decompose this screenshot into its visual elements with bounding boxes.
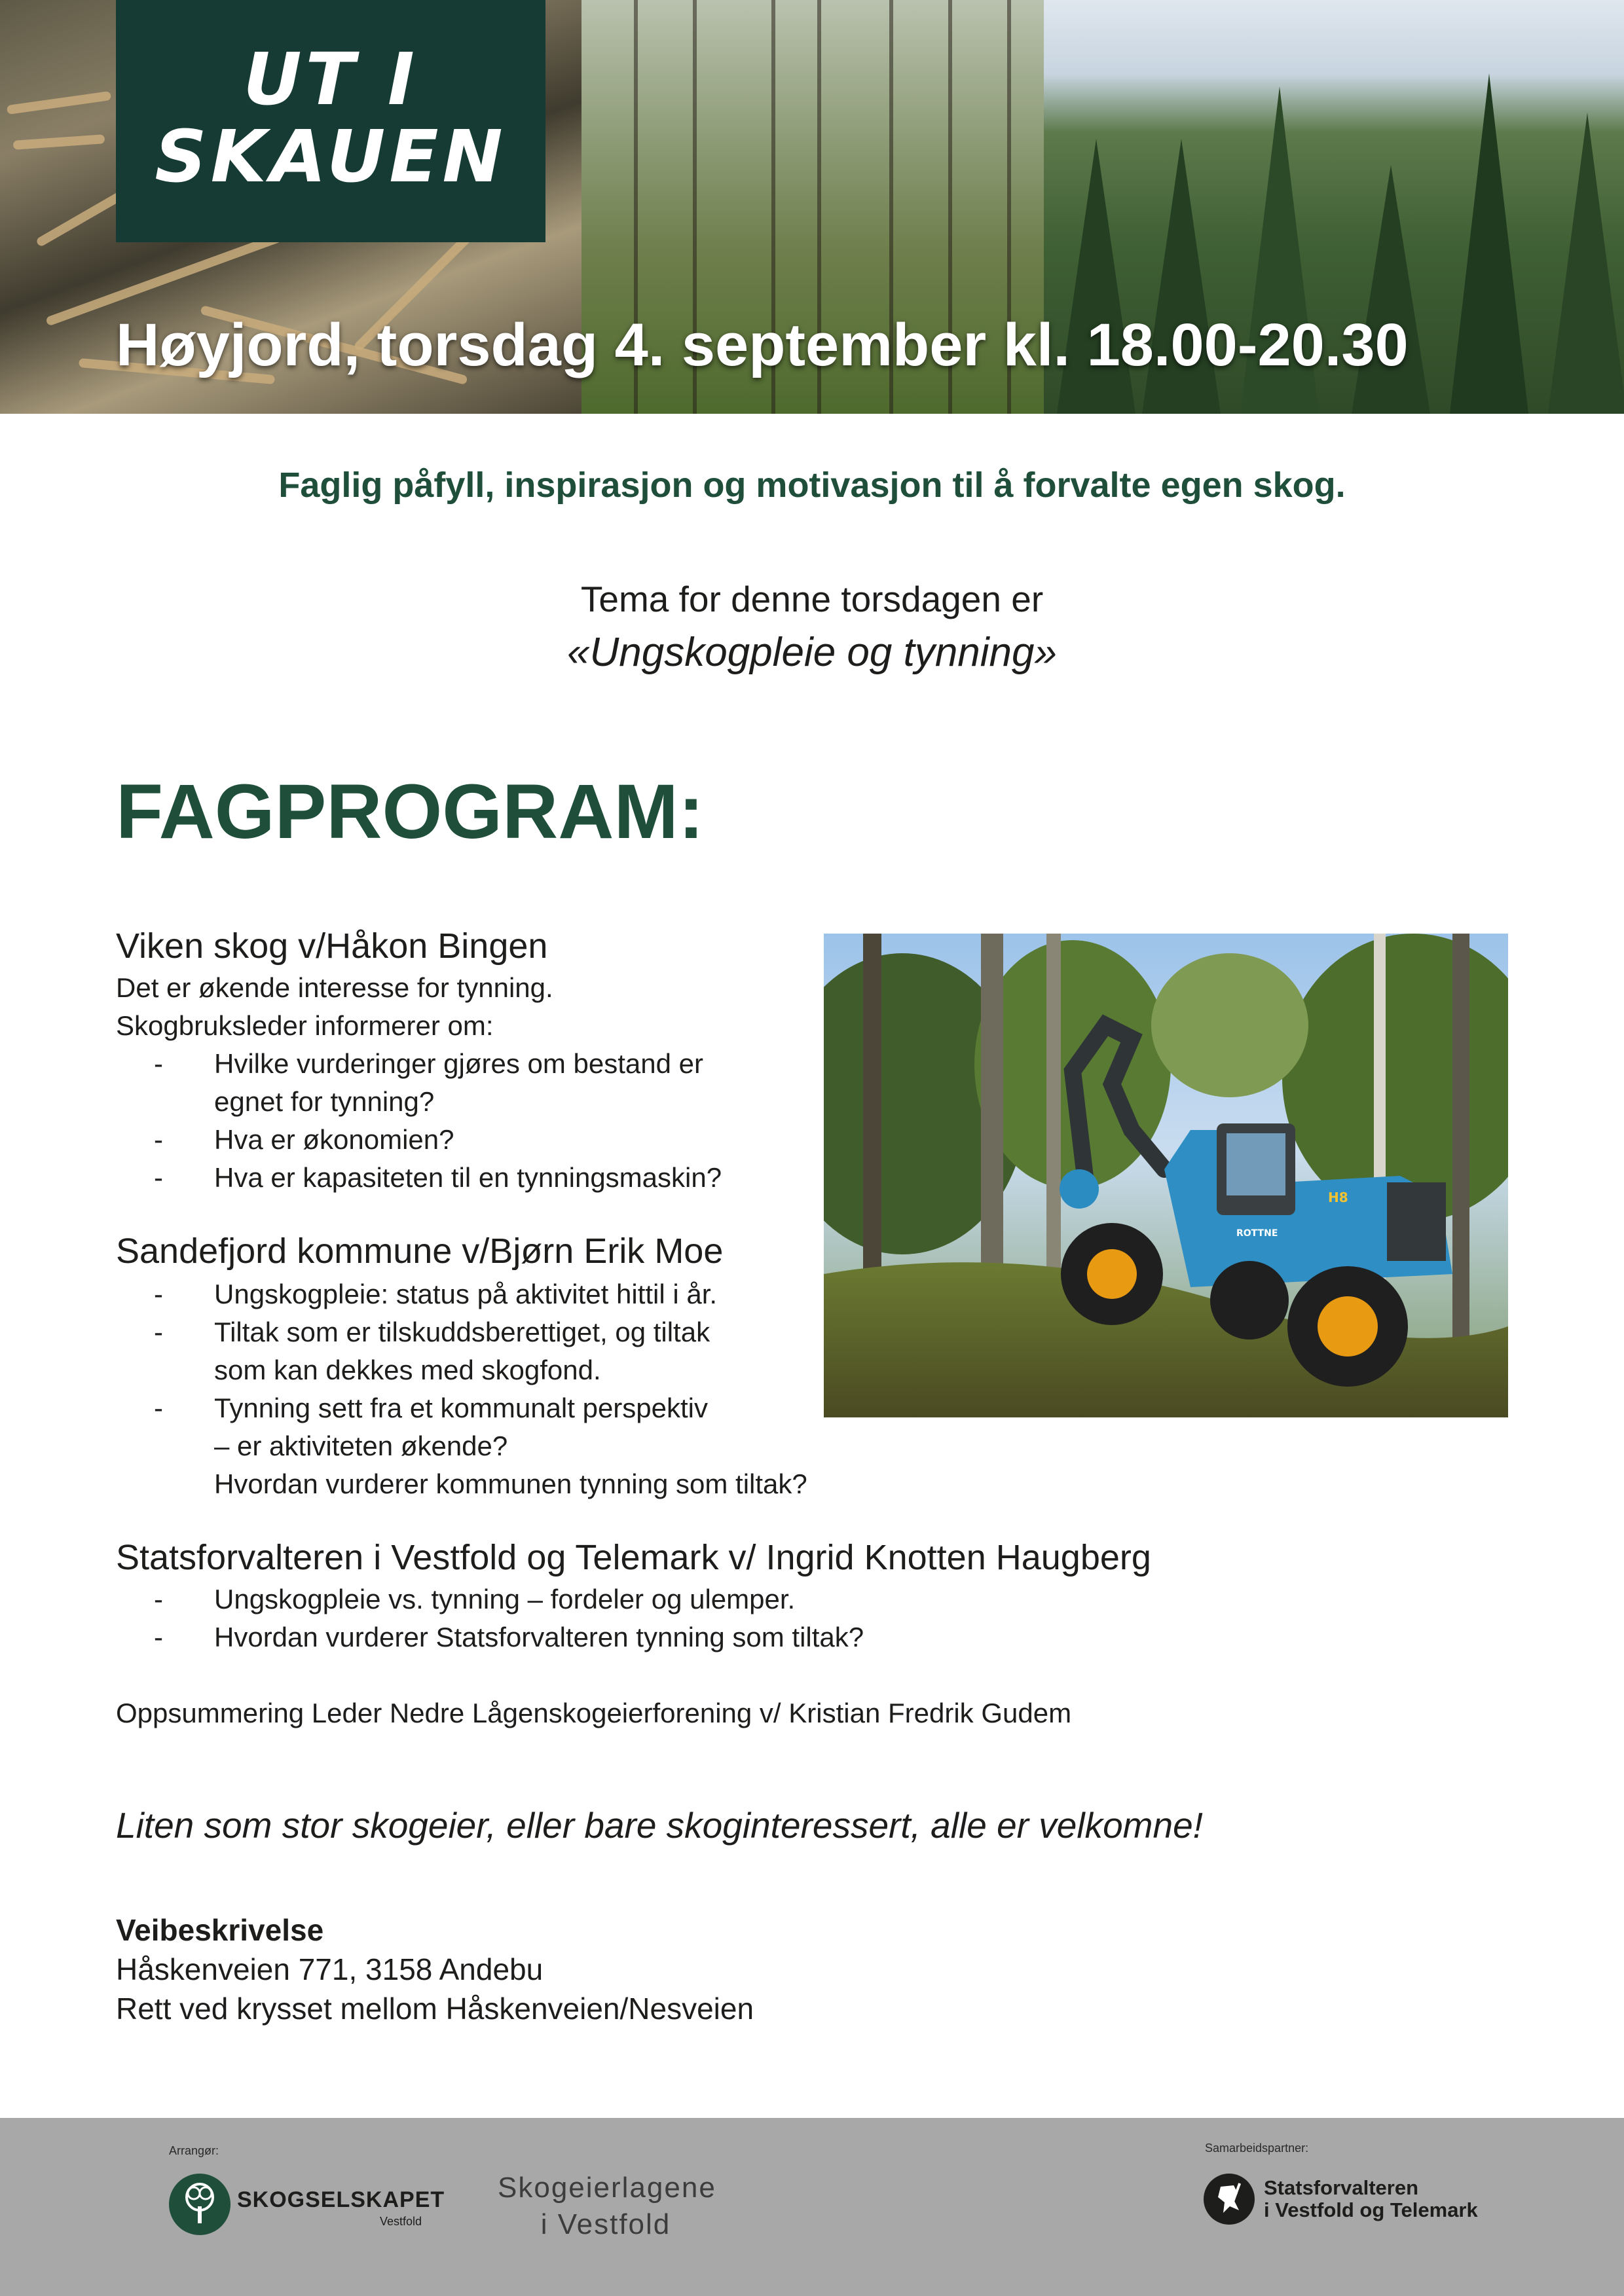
event-title: Høyjord, torsdag 4. september kl. 18.00-20.30 [116, 312, 1409, 378]
section-1-bullet-2: Hva er økonomien? [214, 1124, 454, 1155]
directions-note: Rett ved krysset mellom Håskenveien/Nesveien [116, 1992, 754, 2026]
logo-line-1: UT I [243, 37, 418, 121]
bullet-marker: - [154, 1584, 163, 1614]
tagline: Faglig påfyll, inspirasjon og motivasjon til å forvalte egen skog. [278, 465, 1346, 505]
section-2-bullet-3-line-2: – er aktiviteten økende? [214, 1430, 508, 1461]
section-1-text-1: Det er økende interesse for tynning. [116, 972, 553, 1003]
directions-heading: Veibeskrivelse [116, 1913, 324, 1947]
bullet-marker: - [154, 1622, 163, 1652]
welcome-message: Liten som stor skogeier, eller bare skoginteressert, alle er velkomne! [116, 1805, 1203, 1846]
event-logo [116, 37, 545, 198]
section-2-bullet-1: Ungskogpleie: status på aktivitet hittil i år. [214, 1279, 718, 1309]
partner-line-1: Statsforvalteren [1264, 2176, 1419, 2199]
section-1-text-2: Skogbruksleder informerer om: [116, 1010, 494, 1041]
section-1-bullet-1-line-2: egnet for tynning? [214, 1086, 435, 1117]
organizer-region: Vestfold [380, 2215, 422, 2228]
organizer-label: Arrangør: [169, 2144, 219, 2157]
bullet-marker: - [154, 1279, 163, 1309]
co-organizer-line-2: i Vestfold [540, 2208, 671, 2240]
partner-line-2: i Vestfold og Telemark [1264, 2198, 1478, 2221]
directions-address: Håskenveien 771, 3158 Andebu [116, 1952, 544, 1986]
bullet-marker: - [154, 1162, 163, 1193]
bullet-marker: - [154, 1317, 163, 1347]
section-1-bullet-1-line-1: Hvilke vurderinger gjøres om bestand er [214, 1048, 703, 1079]
section-2-bullet-2-line-2: som kan dekkes med skogfond. [214, 1355, 601, 1385]
co-organizer-line-1: Skogeierlagene [498, 2172, 716, 2204]
theme-intro: Tema for denne torsdagen er [580, 579, 1044, 619]
speaker-viken-skog: Viken skog v/Håkon Bingen [116, 926, 548, 966]
section-2-bullet-3-line-3: Hvordan vurderer kommunen tynning som tiltak? [214, 1468, 807, 1499]
harvester-illustration [824, 934, 1508, 1417]
speaker-sandefjord-kommune: Sandefjord kommune v/Bjørn Erik Moe [116, 1231, 724, 1271]
organizer-name: SKOGSELSKAPET [237, 2187, 445, 2212]
machine-model-label: H8 [1328, 1190, 1348, 1205]
harvester-photo [824, 934, 1508, 1417]
logo-line-2: SKAUEN [155, 115, 507, 198]
section-3-bullet-2: Hvordan vurderer Statsforvalteren tynning som tiltak? [214, 1622, 864, 1652]
bullet-marker: - [154, 1393, 163, 1423]
bullet-marker: - [154, 1048, 163, 1079]
section-2-bullet-2-line-1: Tiltak som er tilskuddsberettiget, og tiltak [214, 1317, 710, 1347]
program-heading: FAGPROGRAM: [116, 769, 705, 855]
partner-label: Samarbeidspartner: [1205, 2141, 1309, 2155]
program-summary: Oppsummering Leder Nedre Lågenskogeierforening v/ Kristian Fredrik Gudem [116, 1698, 1072, 1728]
theme-title: «Ungskogpleie og tynning» [567, 630, 1057, 675]
lion-crest-icon [1204, 2174, 1255, 2225]
section-2-bullet-3-line-1: Tynning sett fra et kommunalt perspektiv [214, 1393, 709, 1423]
machine-brand-label: ROTTNE [1236, 1228, 1278, 1239]
section-3-bullet-1: Ungskogpleie vs. tynning – fordeler og ulemper. [214, 1584, 796, 1614]
bullet-marker: - [154, 1124, 163, 1155]
speaker-statsforvalteren: Statsforvalteren i Vestfold og Telemark v/ Ingrid Knotten Haugberg [116, 1538, 1151, 1577]
skogselskapet-tree-icon [169, 2174, 231, 2235]
section-1-bullet-3: Hva er kapasiteten til en tynningsmaskin? [214, 1162, 722, 1193]
